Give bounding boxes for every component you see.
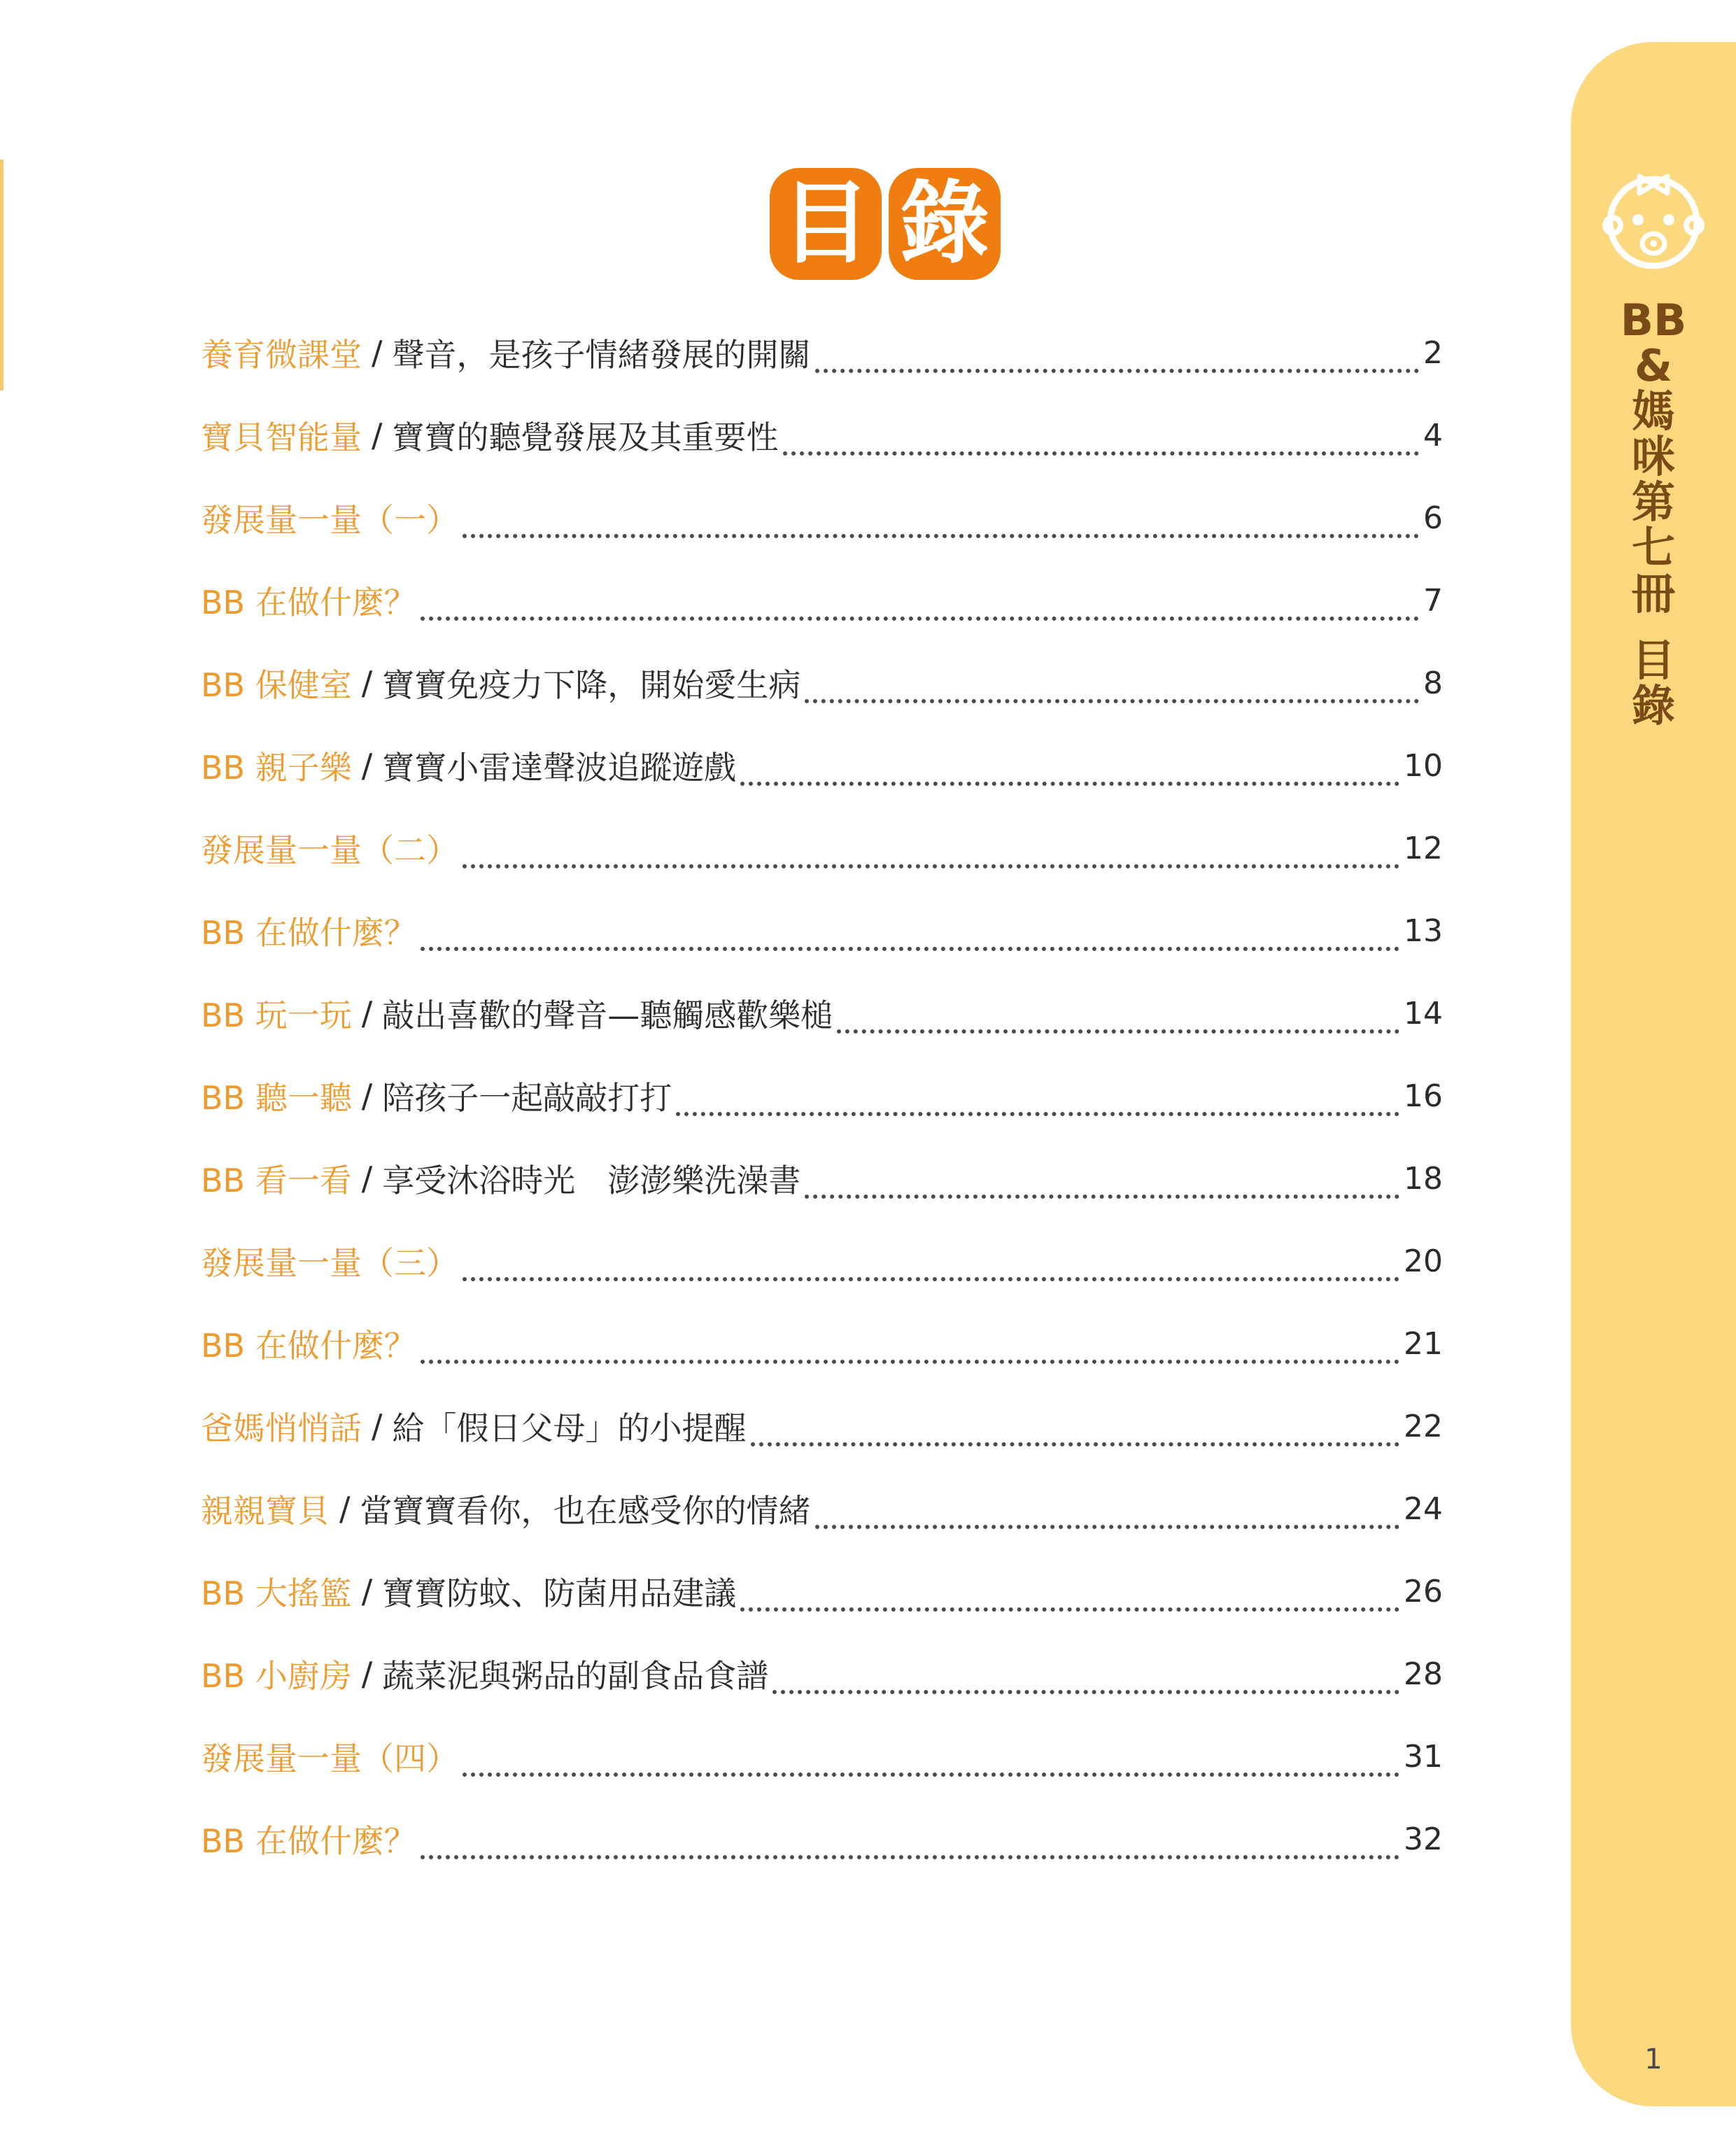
toc-dot-leader	[463, 1277, 1399, 1281]
toc-category: 爸媽悄悄話	[201, 1409, 362, 1447]
toc-entry[interactable]	[201, 1302, 1443, 1385]
toc-entry[interactable]	[201, 477, 1443, 559]
toc-entry[interactable]	[201, 311, 1443, 394]
toc-category: BB 在做什麼？	[201, 1822, 416, 1860]
toc-entry[interactable]	[201, 394, 1443, 477]
toc-entry[interactable]	[201, 1137, 1443, 1220]
toc-category: 養育微課堂	[201, 336, 362, 374]
toc-page-number: 14	[1404, 995, 1443, 1031]
toc-entry[interactable]	[201, 724, 1443, 807]
toc-entry[interactable]	[201, 1715, 1443, 1798]
toc-entry[interactable]	[201, 1385, 1443, 1467]
series-label-char: 媽	[1631, 386, 1675, 437]
toc-page-number: 10	[1404, 747, 1443, 784]
toc-page-number: 16	[1404, 1078, 1443, 1114]
toc-entry[interactable]	[201, 1467, 1443, 1550]
toc-entry[interactable]	[201, 889, 1443, 972]
toc-article-title: 享受沐浴時光 澎澎樂洗澡書	[382, 1162, 801, 1199]
toc-entry[interactable]	[201, 1220, 1443, 1302]
series-label-char: &	[1634, 340, 1673, 392]
title-char-2: 錄	[889, 168, 1001, 280]
toc-dot-leader	[772, 1690, 1399, 1694]
toc-article-title: 寶寶免疫力下降，開始愛生病	[382, 666, 801, 704]
toc-category: BB 玩一玩	[201, 996, 352, 1034]
toc-page-number: 28	[1404, 1656, 1443, 1692]
toc-dot-leader	[463, 534, 1419, 538]
toc-separator: /	[361, 1572, 373, 1610]
toc-category: BB 親子樂	[201, 749, 352, 787]
toc-category: BB 聽一聽	[201, 1079, 352, 1117]
toc-category: BB 看一看	[201, 1162, 352, 1199]
toc-dot-leader	[740, 1607, 1399, 1612]
baby-face-icon	[1597, 161, 1709, 273]
toc-page-number: 18	[1404, 1160, 1443, 1197]
toc-article-title: 寶寶的聽覺發展及其重要性	[392, 418, 779, 456]
toc-page-number: 7	[1423, 582, 1443, 619]
toc-article-title: 陪孩子一起敲敲打打	[382, 1079, 672, 1117]
toc-page-number: 24	[1404, 1491, 1443, 1527]
page-title	[770, 168, 1001, 280]
toc-dot-leader	[463, 864, 1399, 868]
toc-category: BB 保健室	[201, 666, 352, 704]
toc-page-number: 2	[1423, 334, 1443, 371]
toc-entry[interactable]	[201, 1055, 1443, 1137]
toc-dot-leader	[837, 1029, 1399, 1034]
toc-dot-leader	[805, 699, 1419, 703]
toc-dot-leader	[815, 1525, 1400, 1529]
toc-dot-leader	[421, 1855, 1399, 1859]
toc-separator: /	[361, 747, 373, 784]
toc-separator: /	[372, 1407, 383, 1445]
title-char-1: 目	[770, 168, 882, 280]
toc-page-number: 21	[1404, 1325, 1443, 1362]
toc-article-title: 敲出喜歡的聲音—聽觸感歡樂槌	[382, 996, 833, 1034]
toc-page-number: 31	[1404, 1738, 1443, 1775]
side-tab	[1571, 42, 1736, 2106]
toc-page-number: 26	[1404, 1573, 1443, 1609]
toc-separator: /	[361, 1077, 373, 1115]
left-margin-rule	[0, 160, 3, 390]
toc-entry[interactable]	[201, 1798, 1443, 1880]
toc-separator: /	[361, 1160, 373, 1197]
toc-article-title: 當寶寶看你，也在感受你的情緒	[360, 1492, 811, 1530]
toc-category: 發展量一量（二）	[201, 831, 458, 869]
toc-category: BB 在做什麼？	[201, 1327, 416, 1365]
toc-dot-leader	[421, 947, 1399, 951]
series-label-char: 冊	[1631, 568, 1675, 619]
toc-article-title: 寶寶防蚊、防菌用品建議	[382, 1574, 737, 1612]
toc-category: 發展量一量（一）	[201, 501, 458, 539]
toc-page-number: 22	[1404, 1408, 1443, 1444]
series-label-char: 第	[1631, 477, 1675, 528]
toc-entry[interactable]	[201, 972, 1443, 1055]
series-label	[1571, 295, 1736, 731]
toc-page-number: 20	[1404, 1243, 1443, 1279]
toc-dot-leader	[463, 1773, 1399, 1777]
toc-entry[interactable]	[201, 1633, 1443, 1715]
toc-page-number: 12	[1404, 830, 1443, 866]
series-label-char: 七	[1631, 522, 1675, 574]
series-label-char: 咪	[1631, 431, 1675, 483]
toc-category: BB 小廚房	[201, 1657, 352, 1695]
toc-dot-leader	[783, 451, 1420, 456]
toc-dot-leader	[751, 1442, 1400, 1446]
toc-dot-leader	[805, 1195, 1399, 1199]
toc-dot-leader	[421, 1360, 1399, 1364]
toc-category: 寶貝智能量	[201, 418, 362, 456]
toc-entry[interactable]	[201, 807, 1443, 889]
series-label-char: 目	[1631, 634, 1675, 686]
toc-dot-leader	[815, 369, 1420, 373]
toc-dot-leader	[676, 1112, 1399, 1116]
toc-page-number: 8	[1423, 665, 1443, 701]
toc-page-number: 13	[1404, 913, 1443, 949]
toc-article-title: 寶寶小雷達聲波追蹤遊戲	[382, 749, 737, 787]
table-of-contents	[201, 311, 1443, 1880]
toc-category: 發展量一量（四）	[201, 1740, 458, 1777]
toc-article-title: 聲音，是孩子情緒發展的開關	[392, 336, 811, 374]
toc-separator: /	[339, 1490, 351, 1528]
toc-entry[interactable]	[201, 559, 1443, 642]
toc-separator: /	[372, 334, 383, 372]
toc-separator: /	[361, 1655, 373, 1693]
toc-page-number: 6	[1423, 500, 1443, 536]
toc-separator: /	[361, 994, 373, 1032]
toc-category: 發展量一量（三）	[201, 1244, 458, 1282]
series-label-char: 錄	[1631, 679, 1675, 731]
toc-entry[interactable]	[201, 1550, 1443, 1633]
toc-article-title: 給「假日父母」的小提醒	[392, 1409, 747, 1447]
toc-article-title: 蔬菜泥與粥品的副食品食譜	[382, 1657, 769, 1695]
toc-dot-leader	[421, 616, 1419, 621]
toc-separator: /	[372, 416, 383, 454]
toc-category: BB 在做什麼？	[201, 584, 416, 621]
toc-category: BB 大搖籃	[201, 1574, 352, 1612]
toc-entry[interactable]	[201, 642, 1443, 724]
toc-category: 親親寶貝	[201, 1492, 330, 1530]
toc-page-number: 4	[1423, 417, 1443, 453]
series-label-char: BB	[1620, 295, 1687, 346]
toc-dot-leader	[740, 782, 1399, 786]
page-number: 1	[1644, 2043, 1663, 2076]
toc-page-number: 32	[1404, 1821, 1443, 1857]
toc-category: BB 在做什麼？	[201, 914, 416, 952]
toc-separator: /	[361, 664, 373, 702]
